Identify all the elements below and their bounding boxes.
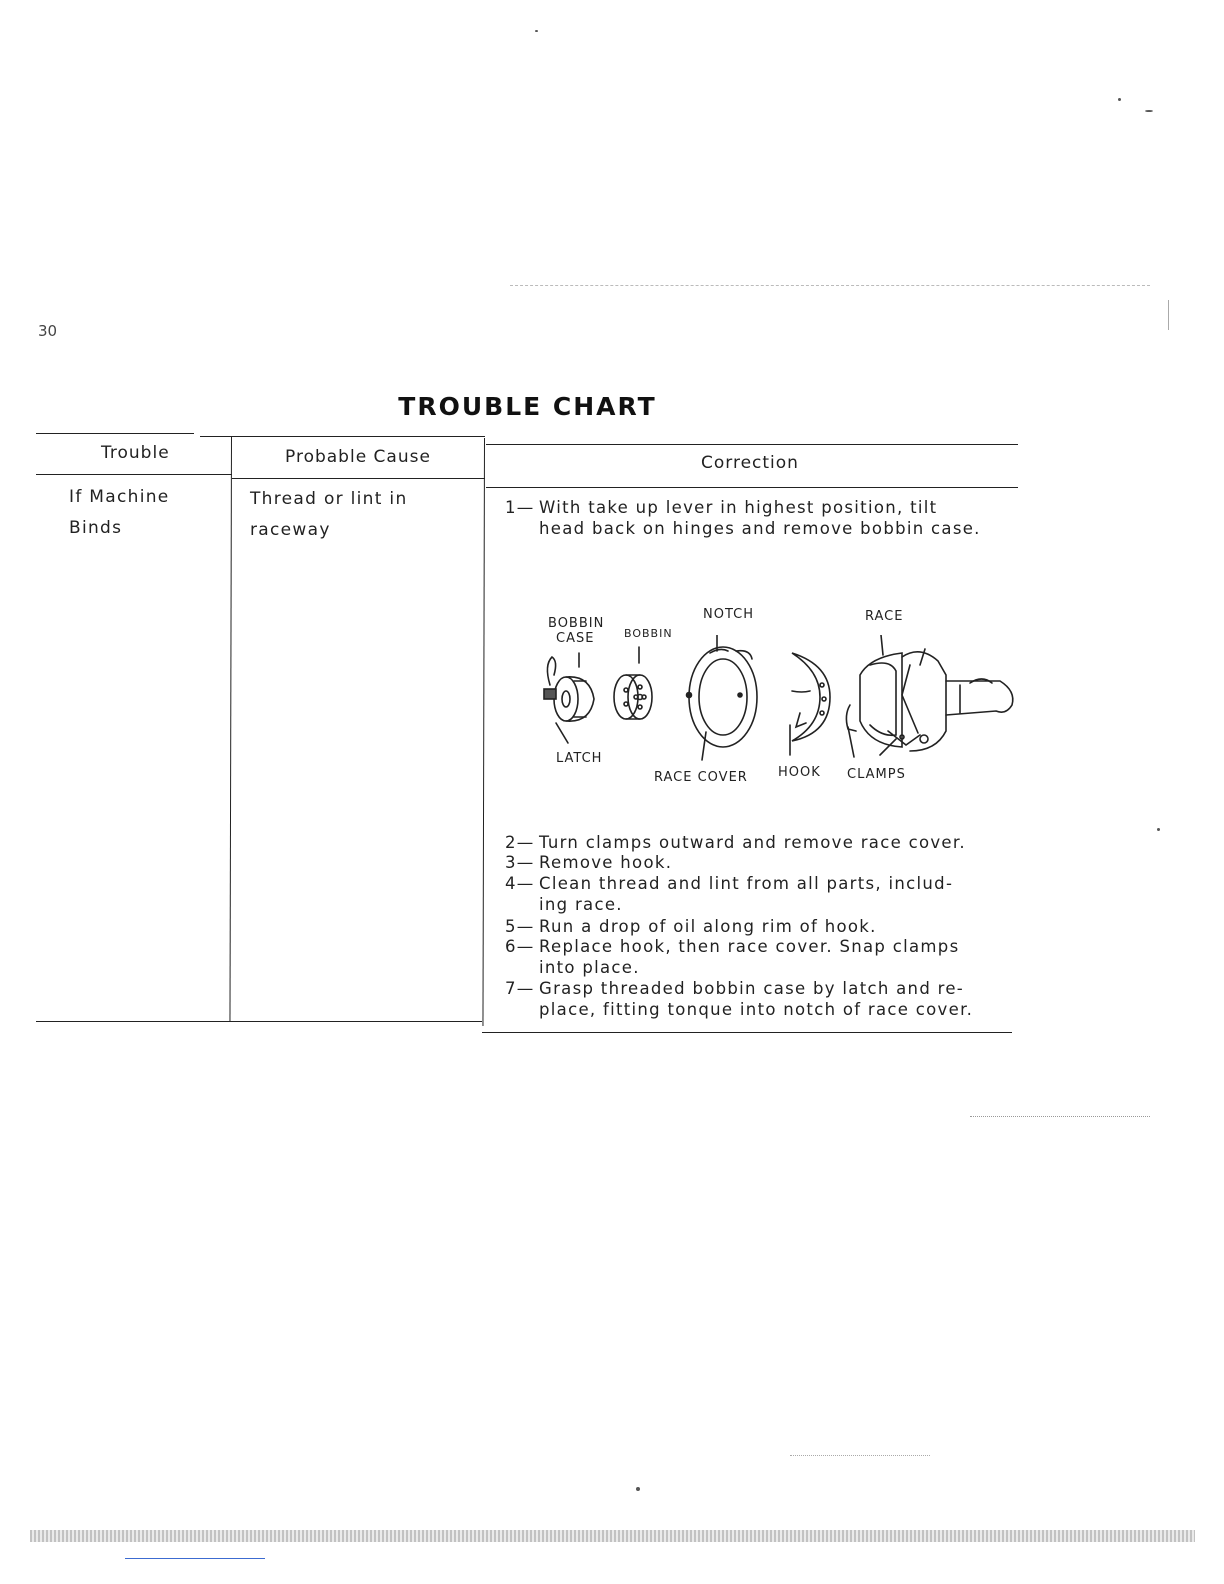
column-divider-1	[229, 436, 232, 1022]
hook-icon	[792, 653, 830, 741]
step-line: Replace hook, then race cover. Snap clamps	[539, 937, 960, 956]
correction-step-7	[505, 978, 995, 1020]
label-notch: NOTCH	[703, 607, 754, 622]
race-assembly-icon	[846, 649, 1012, 751]
label-race: RACE	[865, 609, 904, 624]
header-bottom-rule-right	[486, 487, 1018, 488]
trouble-line-1: If Machine	[69, 487, 170, 507]
step-line: head back on hinges and remove bobbin case.	[539, 519, 981, 538]
scan-footer-strip	[30, 1530, 1195, 1542]
header-bottom-rule-mid	[232, 478, 485, 479]
step-line: Remove hook.	[539, 853, 673, 872]
step-number: 5—	[505, 917, 535, 936]
scan-speck	[1118, 98, 1121, 101]
scan-artifact-dashes	[510, 285, 1150, 287]
correction-step-4	[505, 873, 995, 915]
step-number: 7—	[505, 979, 535, 998]
label-clamps: CLAMPS	[847, 767, 906, 782]
step-line: Clean thread and lint from all parts, includ-	[539, 874, 954, 893]
scan-speck	[1157, 828, 1160, 831]
correction-step-1	[505, 497, 995, 539]
step-line: into place.	[539, 958, 640, 977]
label-bobbin-case-2: CASE	[556, 631, 595, 646]
scan-artifact-dashes	[970, 1116, 1150, 1118]
bobbin-case-icon	[544, 657, 594, 721]
trouble-text	[69, 482, 170, 544]
step-line: ing race.	[539, 895, 623, 914]
scan-footer-line	[125, 1558, 265, 1559]
header-bottom-rule-left	[36, 474, 232, 475]
step-number: 4—	[505, 874, 535, 893]
scan-artifact-right-edge	[1168, 300, 1169, 330]
label-latch: LATCH	[556, 751, 603, 766]
step-number: 6—	[505, 937, 535, 956]
race-cover-icon	[687, 647, 758, 747]
cause-line-1: Thread or lint in	[250, 489, 408, 509]
table-bottom-rule-right	[482, 1032, 1012, 1033]
header-trouble: Trouble	[101, 443, 170, 463]
column-divider-2	[482, 438, 485, 1026]
correction-step-2	[505, 832, 995, 853]
table-bottom-rule-left	[36, 1021, 482, 1022]
step-line: Grasp threaded bobbin case by latch and re-	[539, 979, 965, 998]
bobbin-race-diagram	[530, 635, 1030, 765]
cause-line-2: raceway	[250, 520, 331, 540]
page-number: 30	[38, 322, 58, 340]
table-top-rule-right	[486, 444, 1018, 445]
header-probable-cause: Probable Cause	[285, 447, 431, 467]
step-line: Turn clamps outward and remove race cover.	[539, 833, 966, 852]
step-line: Run a drop of oil along rim of hook.	[539, 917, 877, 936]
step-number: 1—	[505, 498, 535, 517]
step-number: 2—	[505, 833, 535, 852]
correction-step-6	[505, 936, 995, 978]
scan-speck	[1145, 110, 1153, 112]
page-title: TROUBLE CHART	[398, 392, 657, 421]
label-bobbin-case-1: BOBBIN	[548, 616, 605, 631]
trouble-line-2: Binds	[69, 518, 123, 538]
table-top-rule-mid	[200, 436, 485, 437]
cause-text	[250, 484, 408, 546]
correction-step-5	[505, 916, 995, 937]
step-line: With take up lever in highest position, tilt	[539, 498, 938, 517]
scan-speck	[636, 1487, 640, 1491]
label-hook: HOOK	[778, 765, 821, 780]
bobbin-icon	[614, 675, 652, 719]
correction-step-3	[505, 852, 995, 873]
scan-artifact-dashes	[790, 1455, 930, 1457]
table-top-rule-left	[36, 433, 194, 434]
header-correction: Correction	[701, 453, 799, 473]
label-bobbin: BOBBIN	[624, 627, 673, 640]
step-line: place, fitting tonque into notch of race cover.	[539, 1000, 974, 1019]
step-number: 3—	[505, 853, 535, 872]
scan-speck	[535, 30, 538, 32]
label-race-cover: RACE COVER	[654, 770, 748, 785]
